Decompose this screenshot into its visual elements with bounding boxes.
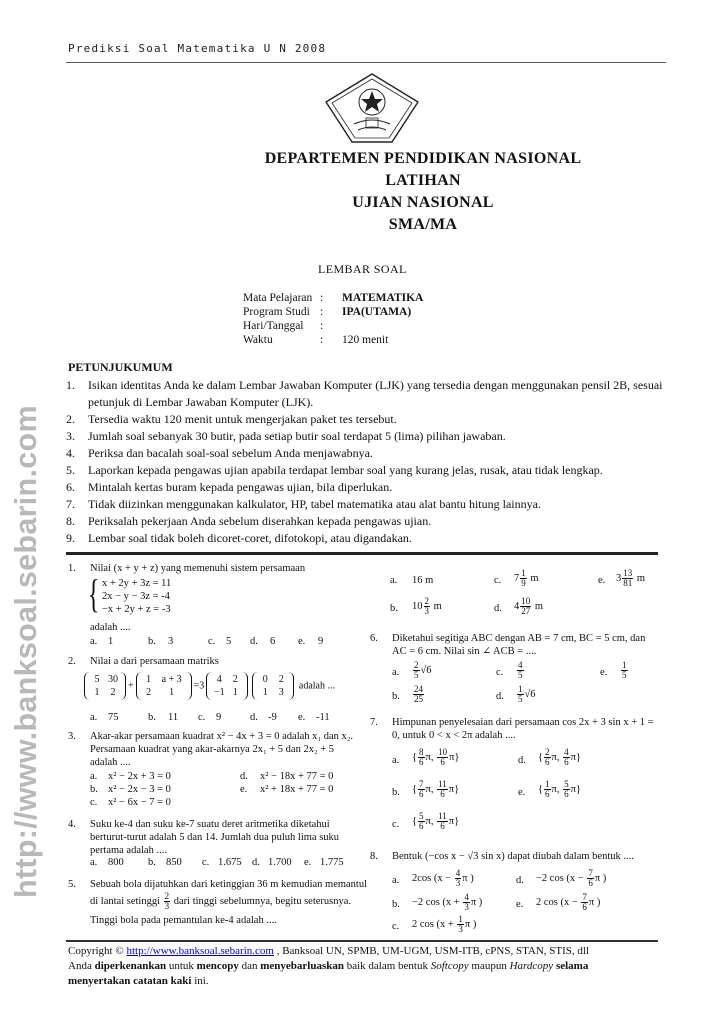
title-department: DEPARTEMEN PENDIDIKAN NASIONAL [264,150,582,167]
question-stem: Sebuah bola dijatuhkan dari ketinggian 36 m kemudian memantul [90,879,368,890]
system-brace: { [87,571,100,616]
question-number: 2. [68,656,76,667]
option-value: 1.675 [218,857,242,868]
title-level: SMA/MA [388,216,458,233]
info-value: 120 menit [342,334,389,346]
question-number: 5. [68,879,76,890]
question-stem: Akar-akar persamaan kuadrat x² − 4x + 3 = 0 adalah x₁ dan x₂. [90,731,354,742]
option-letter: e. [518,787,526,798]
instruction-text: Periksa dan bacalah soal-soal sebelum Anda menjawabnya. [88,446,373,460]
footer-line [68,944,668,959]
option-letter: b. [390,603,398,614]
option-value: { $\frac{1}{6}$ π, $\frac{5}{6}$ π} [538,779,581,799]
sheet-label: LEMBAR SOAL [318,262,407,276]
watermark [0,208,52,908]
instruction-text: Laporkan kepada pengawas ujian apabila terdapat lembar soal yang kurang jelas, rusak, atau tidak lengkap. [88,463,603,477]
copyright-label: Copyright © [68,945,124,957]
instruction-text: Mintalah kertas buram kepada pengawas ujian, bila diperlukan. [88,480,393,494]
option-value: 800 [108,857,124,868]
instruction-number: 7. [66,497,75,511]
instruction-item [66,428,666,445]
option-value: $\frac{24}{25}$ [414,684,423,704]
question-4 [68,818,368,872]
footer-text: , Banksoal UN, SPMB, UM-UGM, USM-ITB, cPNS, STAN, STIS, dll [276,945,590,957]
question-number: 1. [68,563,76,574]
option-value: 6 [270,636,276,647]
question-stem: Nilai a dari persamaan matriks [90,656,219,667]
option-letter: c. [198,712,206,723]
option-letter: d. [250,712,258,723]
matrix: 5 30 1 2 [84,672,126,700]
option-letter: d. [240,771,248,782]
option-value: 2 cos (x − $\frac{7}{6}$ π ) [536,892,601,912]
info-colon: : [320,306,324,318]
option-letter: b. [392,787,400,798]
option-letter: a. [392,667,400,678]
option-letter: d. [496,691,504,702]
info-key: Hari/Tanggal [243,320,304,332]
question-8 [370,850,662,936]
option-value: x² − 6x − 7 = 0 [108,797,171,808]
option-letter: d. [494,603,502,614]
option-value: 7 $\frac{1}{9}$ m [514,568,539,588]
option-letter: e. [600,667,608,678]
option-letter: a. [90,712,98,723]
option-letter: d. [518,755,526,766]
instructions-title: PETUNJUKUMUM [68,360,173,374]
option-letter: a. [392,875,400,886]
option-value: 1.700 [268,857,292,868]
question-number: 6. [370,633,378,644]
instruction-number: 9. [66,531,75,545]
copyright-footer [68,944,668,989]
info-colon: : [320,292,324,304]
info-value: IPA(UTAMA) [342,306,412,318]
option-letter: e. [304,857,312,868]
option-letter: e. [240,784,248,795]
section-separator [66,552,658,555]
option-value: 850 [166,857,182,868]
option-value: 5 [226,636,232,647]
question-stem: pertama adalah .... [90,845,167,856]
question-stem: Suku ke-4 dan suku ke-7 suatu deret aritmetika diketahui [90,819,330,830]
question-1 [68,562,358,650]
option-value: 4 $\frac{10}{27}$ m [514,596,544,616]
question-number: 8. [370,851,378,862]
option-value: 9 [216,712,222,723]
option-letter: b. [148,712,156,723]
question-6 [370,632,662,708]
question-stem: Diketahui segitiga ABC dengan AB = 7 cm, BC = 5 cm, dan [392,633,646,644]
option-value: −2 cos (x − $\frac{7}{6}$ π ) [536,868,607,888]
option-value: -11 [316,712,330,723]
instruction-item [66,530,666,547]
option-letter: a. [390,575,398,586]
matrix: 0 2 1 3 [252,672,294,700]
document-header: Prediksi Soal Matematika U N 2008 [68,42,327,55]
instruction-item [66,479,666,496]
question-tail: adalah ... [298,680,335,692]
option-letter: c. [392,819,400,830]
option-value: $\frac{2}{5}$ √6 [414,660,432,680]
option-letter: c. [494,575,502,586]
option-letter: c. [202,857,210,868]
option-letter: a. [90,771,98,782]
option-letter: d. [252,857,260,868]
option-value: x² + 18x + 77 = 0 [260,784,334,795]
instruction-number: 1. [66,378,75,392]
question-stem: Himpunan penyelesaian dari persamaan cos 2x + 3 sin x + 1 = [392,717,654,728]
instruction-number: 4. [66,446,75,460]
question-stem: adalah .... [90,757,131,768]
instruction-item [66,462,666,479]
option-value: −2 cos (x + $\frac{4}{3}$ π ) [412,892,483,912]
instruction-item [66,411,666,428]
banksoal-link[interactable]: http://www.banksoal.sebarin.com [126,945,274,957]
option-value: $\frac{4}{5}$ [518,660,523,680]
option-value: 1.775 [320,857,344,868]
option-value: 3 $\frac{13}{81}$ m [616,568,646,588]
option-letter: d. [250,636,258,647]
exam-info [243,292,483,352]
instruction-item [66,513,666,530]
footer-rule [66,940,658,942]
option-letter: b. [392,691,400,702]
instruction-text: Tidak diizinkan menggunakan kalkulator, HP, tabel matematika atau alat bantu hitung lainnya. [88,497,541,511]
option-letter: b. [392,899,400,910]
question-5-options [390,566,680,622]
footer-line: menyertakan catatan kaki ini. [68,975,209,987]
question-stem: Bentuk (−cos x − √3 sin x) dapat diubah dalam bentuk .... [392,851,634,862]
question-number: 3. [68,731,76,742]
info-value: MATEMATIKA [342,292,424,304]
option-letter: e. [516,899,524,910]
option-letter: e. [298,636,306,647]
instruction-item [66,377,666,411]
instruction-number: 3. [66,429,75,443]
option-letter: b. [148,857,156,868]
question-number: 4. [68,819,76,830]
equation-line: 2x − y − 3z = -4 [102,591,170,602]
info-colon: : [320,320,324,332]
question-stem: Nilai (x + y + z) yang memenuhi sistem persamaan [90,563,306,574]
option-letter: c. [208,636,216,647]
matrix-equation: 5 30 1 2+1 a + 3 2 1=34 2 −1 10 2 1 3 adalah ... [82,672,335,700]
question-stem: Persamaan kuadrat yang akar-akarnya 2x₁ + 5 dan 2x₂ + 5 [90,744,335,755]
title-latihan: LATIHAN [385,172,461,189]
option-letter: a. [90,857,98,868]
info-key: Mata Pelajaran [243,292,313,304]
fraction: $\frac{2}{3}$ [164,891,170,911]
instruction-text: Jumlah soal sebanyak 30 butir, pada setiap butir soal terdapat 5 (lima) pilihan jawaban. [88,429,506,443]
footer-line: Anda diperkenankan untuk mencopy dan menyebarluaskan baik dalam bentuk Softcopy maupun Hardcopy selama [68,960,589,972]
question-stem: 0, untuk 0 < x < 2π adalah .... [392,730,516,741]
option-value: $\frac{1}{5}$ √6 [518,684,536,704]
option-value: 3 [168,636,174,647]
option-value: x² − 18x + 77 = 0 [260,771,334,782]
info-key: Waktu [243,334,273,346]
option-value: x² − 2x − 3 = 0 [108,784,171,795]
title-ujian: UJIAN NASIONAL [352,194,494,211]
info-key: Program Studi [243,306,310,318]
option-letter: e. [298,712,306,723]
option-value: 1 [108,636,114,647]
option-value: $\frac{1}{5}$ [622,660,627,680]
watermark-text: http://www.banksoal.sebarin.com [9,405,43,898]
instruction-number: 6. [66,480,75,494]
instruction-text: Tersedia waktu 120 menit untuk mengerjakan paket tes tersebut. [88,412,397,426]
matrix: 4 2 −1 1 [206,672,248,700]
question-tail: adalah .... [90,622,131,633]
option-value: 2cos (x − $\frac{4}{3}$ π ) [412,868,474,888]
tut-wuri-handayani-emblem-icon [322,72,422,144]
header-rule [66,62,666,63]
matrix: 1 a + 3 2 1 [136,672,192,700]
question-3 [68,730,368,810]
option-letter: e. [598,575,606,586]
instruction-number: 8. [66,514,75,528]
info-colon: : [320,334,324,346]
instruction-text: Isikan identitas Anda ke dalam Lembar Jawaban Komputer (LJK) yang tersedia dengan menggunakan pensil 2B, sesuai petunjuk di Lembar Jawaban Komputer (LJK). [88,378,663,409]
equation-line: −x + 2y + z = -3 [102,604,171,615]
option-value: { $\frac{8}{6}$ π, $\frac{10}{6}$ π} [412,747,460,767]
question-stem: berturut-turut adalah 5 dan 14. Jumlah dua puluh lima suku [90,832,340,843]
question-5 [68,878,368,934]
option-value: 10 $\frac{2}{3}$ m [412,596,442,616]
option-value: 11 [168,712,179,723]
question-stem: AC = 6 cm. Nilai sin ∠ ACB = .... [392,646,537,657]
question-stem: Tinggi bola pada pemantulan ke-4 adalah .... [90,915,277,926]
option-letter: c. [496,667,504,678]
option-value: 9 [318,636,324,647]
option-value: 16 m [412,575,434,586]
option-letter: a. [392,755,400,766]
question-stem: di lantai setinggi $\frac{2}{3}$ dari tinggi sebelumnya, begitu seterusnya. [90,891,352,911]
instruction-text: Periksalah pekerjaan Anda sebelum diserahkan kepada pengawas ujian. [88,514,432,528]
option-value: 2 cos (x + $\frac{1}{3}$ π ) [412,914,477,934]
instruction-number: 5. [66,463,75,477]
question-7 [370,716,662,840]
option-letter: d. [516,875,524,886]
option-value: 75 [108,712,119,723]
option-value: x² − 2x + 3 = 0 [108,771,171,782]
instruction-item [66,445,666,462]
instruction-text: Lembar soal tidak boleh dicoret-coret, difotokopi, atau digandakan. [88,531,412,545]
option-value: { $\frac{7}{6}$ π, $\frac{11}{6}$ π} [412,779,460,799]
option-letter: c. [392,921,400,932]
instruction-number: 2. [66,412,75,426]
question-2 [68,655,368,725]
question-number: 7. [370,717,378,728]
instruction-item [66,496,666,513]
option-value: { $\frac{2}{6}$ π, $\frac{4}{6}$ π} [538,747,581,767]
option-value: { $\frac{5}{6}$ π, $\frac{11}{6}$ π} [412,811,460,831]
equation-line: x + 2y + 3z = 11 [102,578,172,589]
option-letter: c. [90,797,98,808]
option-letter: a. [90,636,98,647]
option-value: -9 [268,712,277,723]
option-letter: b. [90,784,98,795]
option-letter: b. [148,636,156,647]
